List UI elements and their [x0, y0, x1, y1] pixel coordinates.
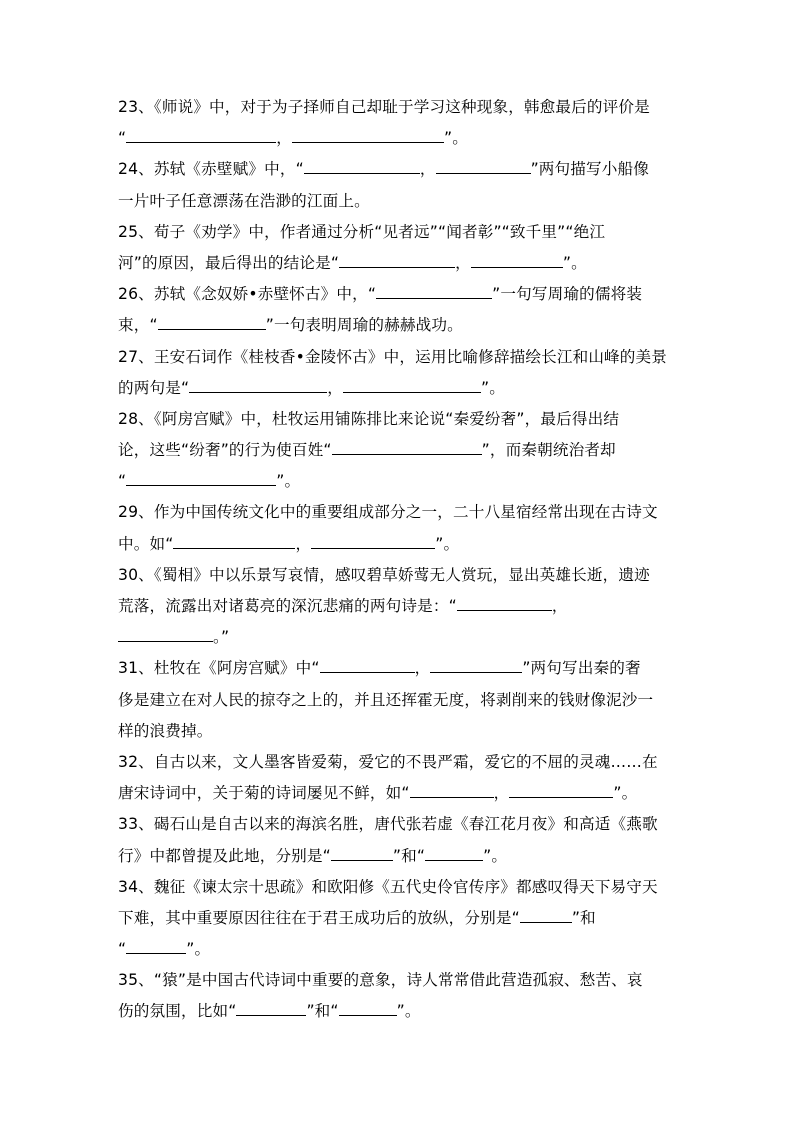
question-list	[118, 92, 678, 1028]
answer-blank[interactable]	[320, 653, 415, 673]
question-35-line-1: 35、“猿”是中国古代诗词中重要的意象，诗人常常借此营造孤寂、愁苦、哀	[118, 971, 643, 990]
question-34-line-2: 下难，其中重要原因往往在于君王成功后的放纵，分别是“ ”和	[118, 903, 678, 934]
question-33-line-1: 33、碣石山是自古以来的海滨名胜，唐代张若虚《春江花月夜》和高适《燕歌	[118, 815, 658, 834]
answer-blank[interactable]	[457, 591, 552, 611]
answer-blank[interactable]	[339, 996, 397, 1016]
question-31-line-3: 样的浪费掉。	[118, 721, 213, 740]
question-29-line-2: 中。如“ ， ”。	[118, 529, 678, 560]
question-34-line-1: 34、魏征《谏太宗十思疏》和欧阳修《五代史伶官传序》都感叹得天下易守天	[118, 877, 658, 896]
answer-blank[interactable]	[430, 653, 522, 673]
answer-blank[interactable]	[410, 778, 494, 798]
question-25-line-1: 25、荀子《劝学》中，作者通过分析“见者远”“闻者彰”“致千里”“绝江	[118, 222, 606, 241]
answer-blank[interactable]	[311, 529, 435, 549]
answer-blank[interactable]	[173, 529, 295, 549]
question-34-line-3: “ ”。	[118, 934, 678, 965]
answer-blank[interactable]	[126, 123, 276, 143]
answer-blank[interactable]	[332, 435, 482, 455]
question-23-line-1: 23、《师说》中，对于为子择师自己却耻于学习这种现象，韩愈最后的评价是	[118, 98, 650, 116]
answer-blank[interactable]	[509, 778, 613, 798]
answer-blank[interactable]	[471, 248, 563, 268]
question-35-line-2: 伤的氛围，比如“ ”和“ ”。	[118, 996, 678, 1027]
answer-blank[interactable]	[126, 934, 186, 954]
question-31-line-2: 侈是建立在对人民的掠夺之上的，并且还挥霍无度，将剥削来的钱财像泥沙一	[118, 690, 654, 709]
question-30-line-2: 荒落，流露出对诸葛亮的深沉悲痛的两句诗是：“ ，	[118, 591, 678, 622]
answer-blank[interactable]	[189, 373, 327, 393]
answer-blank[interactable]	[343, 373, 481, 393]
answer-blank[interactable]	[339, 248, 455, 268]
question-24-line-1: 24、苏轼《赤壁赋》中，“ ， ”两句描写小船像	[118, 154, 678, 185]
question-28-line-2: 论，这些“纷奢”的行为使百姓“ ”，而秦朝统治者却	[118, 435, 678, 466]
question-32-line-1: 32、自古以来，文人墨客皆爱菊，爱它的不畏严霜，爱它的不屈的灵魂……在	[118, 752, 658, 771]
question-27-line-2: 的两句是“ ， ”。	[118, 373, 678, 404]
question-31-line-1: 31、杜牧在《阿房宫赋》中“ ， ”两句写出秦的奢	[118, 653, 678, 684]
question-29-line-1: 29、作为中国传统文化中的重要组成部分之一，二十八星宿经常出现在古诗文	[118, 503, 658, 522]
question-32-line-2: 唐宋诗词中，关于菊的诗词屡见不鲜，如“ ， ”。	[118, 778, 678, 809]
question-25-line-2: 河”的原因，最后得出的结论是“ ， ”。	[118, 248, 678, 279]
answer-blank[interactable]	[292, 123, 444, 143]
answer-blank[interactable]	[520, 903, 572, 923]
question-28-line-1: 28、《阿房宫赋》中，杜牧运用铺陈排比来论说“秦爱纷奢”，最后得出结	[118, 409, 620, 428]
answer-blank[interactable]	[331, 841, 393, 861]
question-33-line-2: 行》中都曾提及此地，分别是“ ”和“ ”。	[118, 841, 678, 872]
answer-blank[interactable]	[236, 996, 306, 1016]
answer-blank[interactable]	[436, 154, 531, 174]
question-26-line-2: 束，“ ”一句表明周瑜的赫赫战功。	[118, 310, 678, 341]
answer-blank[interactable]	[158, 310, 266, 330]
answer-blank[interactable]	[425, 841, 483, 861]
question-30-line-1: 30、《蜀相》中以乐景写哀情，感叹碧草娇莺无人赏玩，显出英雄长逝，遗迹	[118, 565, 650, 584]
answer-blank[interactable]	[376, 279, 492, 299]
question-28-line-3: “ ”。	[118, 466, 678, 497]
answer-blank[interactable]	[126, 466, 276, 486]
question-26-line-1: 26、苏轼《念奴娇•赤壁怀古》中，“ ”一句写周瑜的儒将装	[118, 279, 678, 310]
question-23-line-2: “ ， ”。	[118, 123, 678, 154]
answer-blank[interactable]	[118, 622, 213, 642]
question-24-line-2: 一片叶子任意漂荡在浩渺的江面上。	[118, 191, 370, 210]
answer-blank[interactable]	[304, 154, 420, 174]
question-30-line-3: 。”	[118, 622, 678, 653]
question-27-line-1: 27、王安石词作《桂枝香•金陵怀古》中，运用比喻修辞描绘长江和山峰的美景	[118, 347, 668, 366]
